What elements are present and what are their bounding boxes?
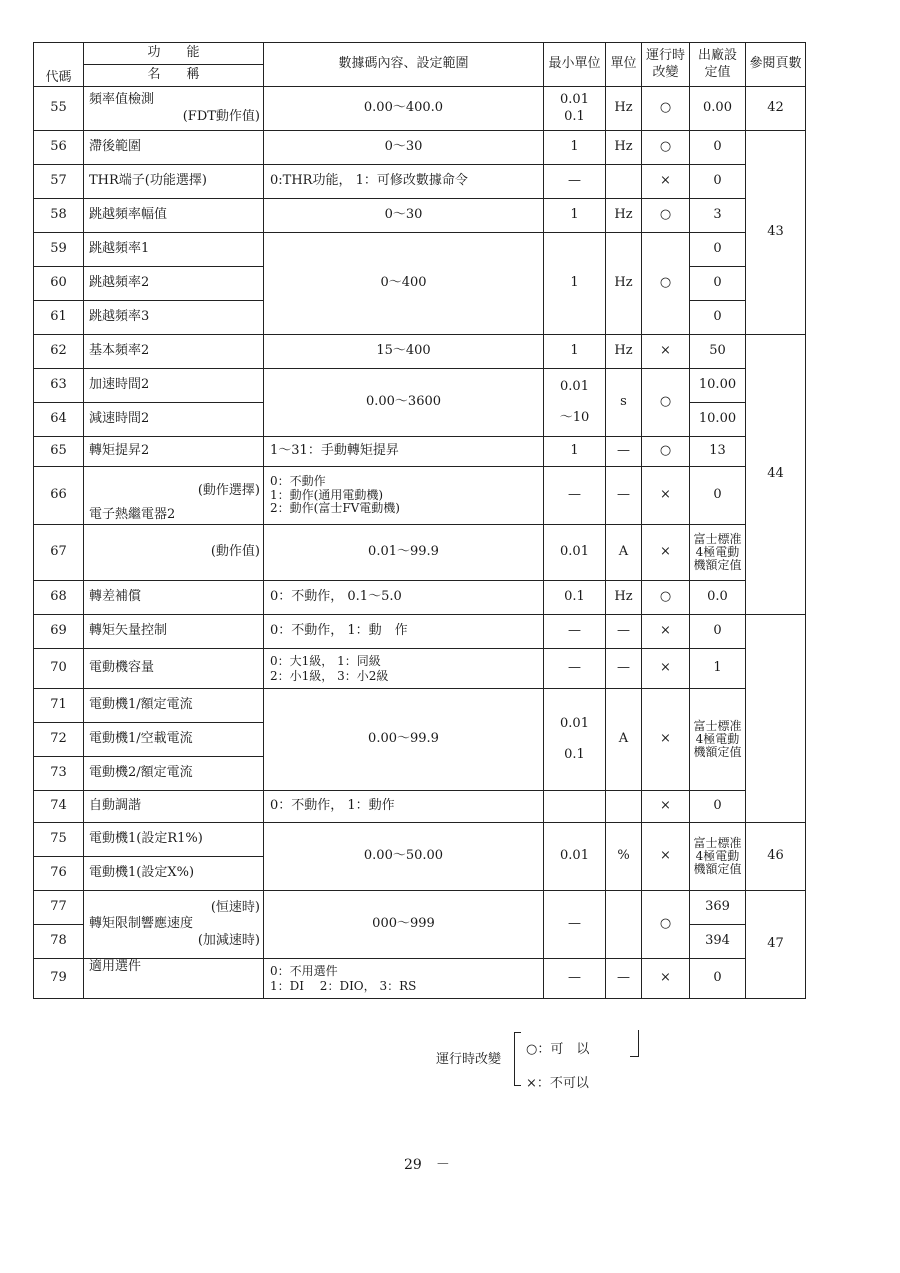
row-name: (動作值) <box>84 525 264 581</box>
ref-page: 44 <box>746 335 806 615</box>
row-factory: 0 <box>690 615 746 649</box>
row-content: 0：不動作， 1：動作 <box>264 791 544 823</box>
row-content: 0.01～99.9 <box>264 525 544 581</box>
row-run-change: ○ <box>642 891 690 959</box>
row-code: 56 <box>34 131 84 165</box>
row-code: 64 <box>34 403 84 437</box>
row-run-change: × <box>642 823 690 891</box>
row-content: 15～400 <box>264 335 544 369</box>
row-min-unit: 1 <box>544 335 606 369</box>
header-factory: 出廠設定值 <box>690 43 746 87</box>
row-run-change: ○ <box>642 233 690 335</box>
row-name: 基本頻率2 <box>84 335 264 369</box>
row-factory: 0 <box>690 233 746 267</box>
row-factory: 394 <box>690 925 746 959</box>
table-row <box>34 335 806 369</box>
row-code: 61 <box>34 301 84 335</box>
row-content: 0：大1級， 1：同級 2：小1級， 3：小2級 <box>264 649 544 689</box>
row-unit: — <box>606 649 642 689</box>
row-factory: 0 <box>690 791 746 823</box>
row-code: 55 <box>34 87 84 131</box>
row-content: 0～30 <box>264 199 544 233</box>
row-run-change: ○ <box>642 199 690 233</box>
row-min-unit: — <box>544 959 606 999</box>
header-content: 數據碼內容、設定範圍 <box>264 43 544 87</box>
row-min-unit: 0.01 ～10 <box>544 369 606 437</box>
row-name: 減速時間2 <box>84 403 264 437</box>
row-run-change: ○ <box>642 369 690 437</box>
row-factory: 10.00 <box>690 369 746 403</box>
row-min-unit: 0.01 0.1 <box>544 689 606 791</box>
row-content: 0.00～99.9 <box>264 689 544 791</box>
row-unit: Hz <box>606 87 642 131</box>
row-code: 72 <box>34 723 84 757</box>
row-min-unit: 0.01 <box>544 823 606 891</box>
row-min-unit: 1 <box>544 131 606 165</box>
row-min-unit: 1 <box>544 233 606 335</box>
row-run-change: × <box>642 165 690 199</box>
header-code: 代碼 <box>34 43 84 87</box>
row-code: 73 <box>34 757 84 791</box>
row-code: 71 <box>34 689 84 723</box>
table-row <box>34 615 806 649</box>
table-row <box>34 467 806 525</box>
table-row <box>34 199 806 233</box>
row-unit <box>606 165 642 199</box>
row-content: 000～999 <box>264 891 544 959</box>
row-factory: 0.0 <box>690 581 746 615</box>
row-run-change: ○ <box>642 581 690 615</box>
row-code: 66 <box>34 467 84 525</box>
table-row <box>34 87 806 131</box>
row-run-change: ○ <box>642 131 690 165</box>
row-code: 63 <box>34 369 84 403</box>
row-name: 電動機1/額定電流 <box>84 689 264 723</box>
row-name: 適用選件 <box>84 959 264 999</box>
row-factory: 3 <box>690 199 746 233</box>
row-unit: — <box>606 437 642 467</box>
row-name: 電動機容量 <box>84 649 264 689</box>
row-content: 0：不用選件 1：DI 2：DIO， 3：RS <box>264 959 544 999</box>
row-unit <box>606 791 642 823</box>
row-factory: 富士標准 4極電動 機額定值 <box>690 689 746 791</box>
row-run-change: ○ <box>642 437 690 467</box>
row-name: 電動機1(設定X%) <box>84 857 264 891</box>
row-factory: 富士標准 4極電動 機額定值 <box>690 823 746 891</box>
table-row <box>34 891 806 925</box>
row-name: 電動機1(設定R1%) <box>84 823 264 857</box>
row-unit: s <box>606 369 642 437</box>
row-min-unit <box>544 791 606 823</box>
row-min-unit: 1 <box>544 437 606 467</box>
row-code: 77 <box>34 891 84 925</box>
brace <box>514 1032 521 1086</box>
row-content: 0：不動作， 1：動 作 <box>264 615 544 649</box>
row-unit: A <box>606 689 642 791</box>
header-run-change: 運行時改變 <box>642 43 690 87</box>
row-name: 轉差補償 <box>84 581 264 615</box>
table-row <box>34 649 806 689</box>
row-factory: 50 <box>690 335 746 369</box>
row-run-change: × <box>642 615 690 649</box>
table-row <box>34 581 806 615</box>
row-min-unit: — <box>544 649 606 689</box>
table-row <box>34 823 806 857</box>
row-content: 0.00～3600 <box>264 369 544 437</box>
header-function: 功 能 <box>84 43 264 65</box>
row-content: 0.00～50.00 <box>264 823 544 891</box>
ref-page: 42 <box>746 87 806 131</box>
row-run-change: × <box>642 791 690 823</box>
row-unit: Hz <box>606 335 642 369</box>
row-name: 電動機2/額定電流 <box>84 757 264 791</box>
header-min-unit: 最小單位 <box>544 43 606 87</box>
row-content: 0～400 <box>264 233 544 335</box>
header-name: 名 稱 <box>84 65 264 87</box>
row-name: (動作選擇) 電子熱繼電器2 <box>84 467 264 525</box>
row-factory: 0 <box>690 467 746 525</box>
row-factory: 369 <box>690 891 746 925</box>
row-name: 加速時間2 <box>84 369 264 403</box>
row-factory: 0 <box>690 959 746 999</box>
header-unit: 單位 <box>606 43 642 87</box>
row-unit <box>606 891 642 959</box>
legend-ok: ○：可 以 <box>526 1042 590 1057</box>
row-unit: — <box>606 467 642 525</box>
header-ref-page: 參閱頁數 <box>746 43 806 87</box>
table-row <box>34 437 806 467</box>
row-code: 57 <box>34 165 84 199</box>
row-factory: 0.00 <box>690 87 746 131</box>
row-min-unit: 0.01 <box>544 525 606 581</box>
row-min-unit: 0.01 0.1 <box>544 87 606 131</box>
row-factory: 0 <box>690 131 746 165</box>
row-factory: 10.00 <box>690 403 746 437</box>
row-name: 滯後範圍 <box>84 131 264 165</box>
row-name: 跳越頻率幅值 <box>84 199 264 233</box>
row-code: 58 <box>34 199 84 233</box>
row-unit: Hz <box>606 131 642 165</box>
row-unit: Hz <box>606 199 642 233</box>
row-run-change: × <box>642 959 690 999</box>
row-code: 76 <box>34 857 84 891</box>
table-row <box>34 233 806 267</box>
table-row <box>34 959 806 999</box>
row-code: 75 <box>34 823 84 857</box>
row-run-change: × <box>642 467 690 525</box>
table-row <box>34 369 806 403</box>
row-unit: — <box>606 959 642 999</box>
row-content: 0：不動作 1：動作(通用電動機) 2：動作(富士FV電動機) <box>264 467 544 525</box>
row-factory: 0 <box>690 301 746 335</box>
row-code: 60 <box>34 267 84 301</box>
table-row <box>34 131 806 165</box>
row-run-change: ○ <box>642 87 690 131</box>
row-name: 轉矩提昇2 <box>84 437 264 467</box>
row-name: THR端子(功能選擇) <box>84 165 264 199</box>
row-code: 62 <box>34 335 84 369</box>
row-code: 74 <box>34 791 84 823</box>
row-unit: — <box>606 615 642 649</box>
table-row <box>34 525 806 581</box>
row-factory: 0 <box>690 267 746 301</box>
row-factory: 13 <box>690 437 746 467</box>
row-run-change: × <box>642 525 690 581</box>
row-unit: % <box>606 823 642 891</box>
row-name: (恒速時) 轉矩限制響應速度 (加減速時) <box>84 891 264 959</box>
legend-label: 運行時改變 <box>436 1052 502 1067</box>
row-content: 0：不動作， 0.1～5.0 <box>264 581 544 615</box>
row-code: 67 <box>34 525 84 581</box>
row-unit: A <box>606 525 642 581</box>
row-content: 0～30 <box>264 131 544 165</box>
row-min-unit: — <box>544 165 606 199</box>
row-code: 70 <box>34 649 84 689</box>
row-factory: 富士標准 4極電動 機額定值 <box>690 525 746 581</box>
row-code: 79 <box>34 959 84 999</box>
header-row <box>34 43 806 65</box>
row-name: 跳越頻率1 <box>84 233 264 267</box>
ref-page: 47 <box>746 891 806 999</box>
row-code: 78 <box>34 925 84 959</box>
row-name: 跳越頻率2 <box>84 267 264 301</box>
row-min-unit: — <box>544 467 606 525</box>
corner-mark <box>630 1030 639 1057</box>
row-run-change: × <box>642 649 690 689</box>
row-name: 頻率值檢測 (FDT動作值) <box>84 87 264 131</box>
row-name: 跳越頻率3 <box>84 301 264 335</box>
row-unit: Hz <box>606 233 642 335</box>
row-min-unit: — <box>544 615 606 649</box>
row-factory: 1 <box>690 649 746 689</box>
row-code: 68 <box>34 581 84 615</box>
row-content: 0.00～400.0 <box>264 87 544 131</box>
row-content: 0:THR功能， 1：可修改數據命令 <box>264 165 544 199</box>
row-name: 自動調諧 <box>84 791 264 823</box>
row-run-change: × <box>642 335 690 369</box>
row-run-change: × <box>642 689 690 791</box>
row-code: 59 <box>34 233 84 267</box>
row-unit: Hz <box>606 581 642 615</box>
table-row <box>34 165 806 199</box>
row-min-unit: 1 <box>544 199 606 233</box>
page-number: 29 － <box>404 1157 450 1173</box>
row-min-unit: 0.1 <box>544 581 606 615</box>
table-row <box>34 791 806 823</box>
row-min-unit: — <box>544 891 606 959</box>
row-content: 1～31：手動轉矩提昇 <box>264 437 544 467</box>
row-factory: 0 <box>690 165 746 199</box>
table-row <box>34 689 806 723</box>
run-change-legend <box>432 1030 652 1090</box>
legend-ng: ×：不可以 <box>526 1076 589 1091</box>
ref-page: 43 <box>746 131 806 335</box>
row-code: 65 <box>34 437 84 467</box>
row-name: 轉矩矢量控制 <box>84 615 264 649</box>
ref-page: 46 <box>746 823 806 891</box>
row-name: 電動機1/空載電流 <box>84 723 264 757</box>
row-code: 69 <box>34 615 84 649</box>
parameter-table <box>33 42 806 999</box>
